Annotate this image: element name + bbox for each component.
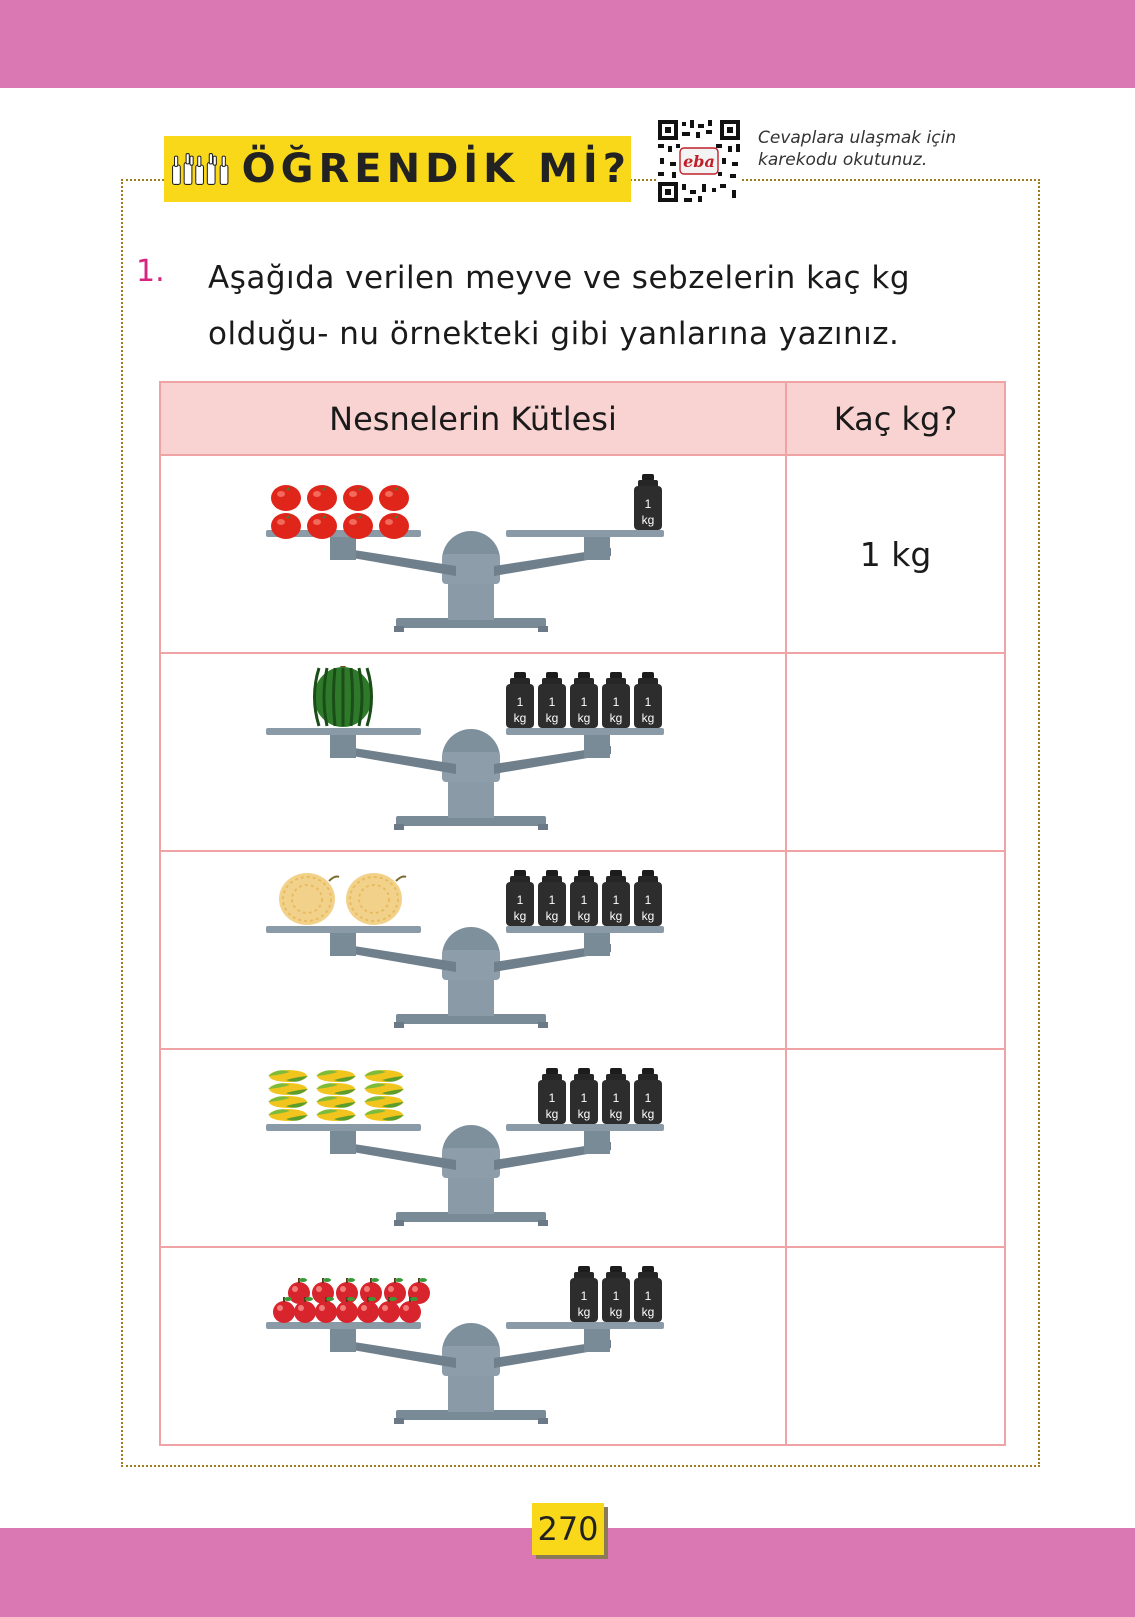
melon-icon [346,873,406,925]
kg-weight-icon [634,672,662,728]
apple-icon [336,1297,358,1323]
scale-body [266,1124,664,1226]
kg-weight-icon [602,1068,630,1124]
kg-weight-icon [570,1266,598,1322]
section-banner [164,136,631,202]
scale-body [266,530,664,632]
scale-cell [160,1049,786,1247]
page-number: 270 [532,1503,604,1555]
weight-label-unit: kg [641,909,655,923]
corn-icon [364,1083,404,1095]
banner-title: ÖĞRENDİK Mİ? [241,146,631,192]
weight-label-unit: kg [609,1305,623,1319]
answer-cell[interactable] [786,653,1005,851]
kg-weight-icon [506,870,534,926]
table-row [160,851,1005,1049]
weight-label-unit: kg [641,513,655,527]
kg-weight-icon [570,870,598,926]
kg-weight-icon [538,1068,566,1124]
balance-scale-tomato [266,468,686,638]
balance-scale-melon [266,864,686,1034]
table-row [160,1247,1005,1445]
weight-label-unit: kg [641,711,655,725]
corn-icon [268,1109,308,1121]
qr-note-line1: Cevaplara ulaşmak için [758,128,957,148]
tomato-icon [271,513,301,539]
kg-weight-icon [538,870,566,926]
weight-label-unit: kg [513,711,527,725]
table-header-row [160,382,1005,455]
answer-cell[interactable] [786,851,1005,1049]
melon-icon [279,873,339,925]
corn-icon [268,1070,308,1082]
weight-label-unit: kg [609,909,623,923]
qr-code-icon[interactable] [656,118,742,204]
question-text: Aşağıda verilen meyve ve sebzelerin kaç kg olduğu- nu örnekteki gibi yanlarına yazınız. [208,260,911,352]
kg-weight-icon [602,870,630,926]
weight-label-number: 1 [580,1091,588,1105]
header-kg: Kaç kg? [786,382,1005,455]
weight-label-number: 1 [644,1289,652,1303]
tomato-icon [379,485,409,511]
qr-note [758,127,956,171]
weight-label-unit: kg [577,909,591,923]
corn-icon [316,1109,356,1121]
raised-hands-icon [170,141,236,197]
weight-label-unit: kg [609,711,623,725]
weight-label-unit: kg [545,909,559,923]
weight-label-unit: kg [545,711,559,725]
weight-label-number: 1 [580,1289,588,1303]
weight-label-unit: kg [641,1305,655,1319]
tomato-icon [343,485,373,511]
corn-icon [316,1096,356,1108]
kg-weight-icon [506,672,534,728]
table-row [160,1049,1005,1247]
qr-note-line2: karekodu okutunuz. [758,150,928,170]
corn-icon [364,1070,404,1082]
kg-weight-icon [602,672,630,728]
kg-weight-icon [634,1266,662,1322]
weight-label-number: 1 [548,1091,556,1105]
top-band [0,0,1135,88]
corn-icon [268,1096,308,1108]
question-number: 1. [136,254,165,289]
weight-label-number: 1 [580,695,588,709]
eba-logo: eba [683,152,715,171]
weight-label-number: 1 [644,893,652,907]
weight-label-unit: kg [641,1107,655,1121]
mass-table [159,381,1006,1446]
table-row [160,653,1005,851]
weight-label-unit: kg [609,1107,623,1121]
weight-label-number: 1 [644,695,652,709]
weight-label-number: 1 [644,497,652,511]
weight-label-number: 1 [580,893,588,907]
weight-label-unit: kg [513,909,527,923]
balance-scale-apple [266,1260,686,1430]
corn-icon [364,1109,404,1121]
scale-cell [160,455,786,653]
weight-label-unit: kg [577,1107,591,1121]
corn-icon [316,1070,356,1082]
weight-label-number: 1 [612,695,620,709]
weight-label-number: 1 [644,1091,652,1105]
weight-label-unit: kg [577,711,591,725]
tomato-icon [307,485,337,511]
weight-label-unit: kg [577,1305,591,1319]
kg-weight-icon [570,672,598,728]
scale-cell [160,653,786,851]
weight-label-number: 1 [612,893,620,907]
answer-cell[interactable] [786,1247,1005,1445]
weight-label-number: 1 [516,695,524,709]
balance-scale-watermelon [266,666,686,836]
weight-label-number: 1 [548,695,556,709]
balance-scale-corn [266,1062,686,1232]
corn-icon [364,1096,404,1108]
table-row [160,455,1005,653]
weight-label-number: 1 [548,893,556,907]
kg-weight-icon [634,474,662,530]
kg-weight-icon [570,1068,598,1124]
scale-body [266,728,664,830]
watermelon-icon [314,666,372,727]
scale-body [266,1322,664,1424]
tomato-icon [343,513,373,539]
tomato-icon [379,513,409,539]
tomato-icon [307,513,337,539]
kg-weight-icon [538,672,566,728]
weight-label-number: 1 [516,893,524,907]
scale-body [266,926,664,1028]
kg-weight-icon [602,1266,630,1322]
corn-icon [268,1083,308,1095]
weight-label-number: 1 [612,1091,620,1105]
header-mass: Nesnelerin Kütlesi [160,382,786,455]
answer-cell[interactable] [786,1049,1005,1247]
tomato-icon [271,485,301,511]
weight-label-number: 1 [612,1289,620,1303]
weight-label-unit: kg [545,1107,559,1121]
corn-icon [316,1083,356,1095]
kg-weight-icon [634,1068,662,1124]
kg-weight-icon [634,870,662,926]
scale-cell [160,851,786,1049]
scale-cell [160,1247,786,1445]
answer-cell[interactable]: 1 kg [786,455,1005,653]
